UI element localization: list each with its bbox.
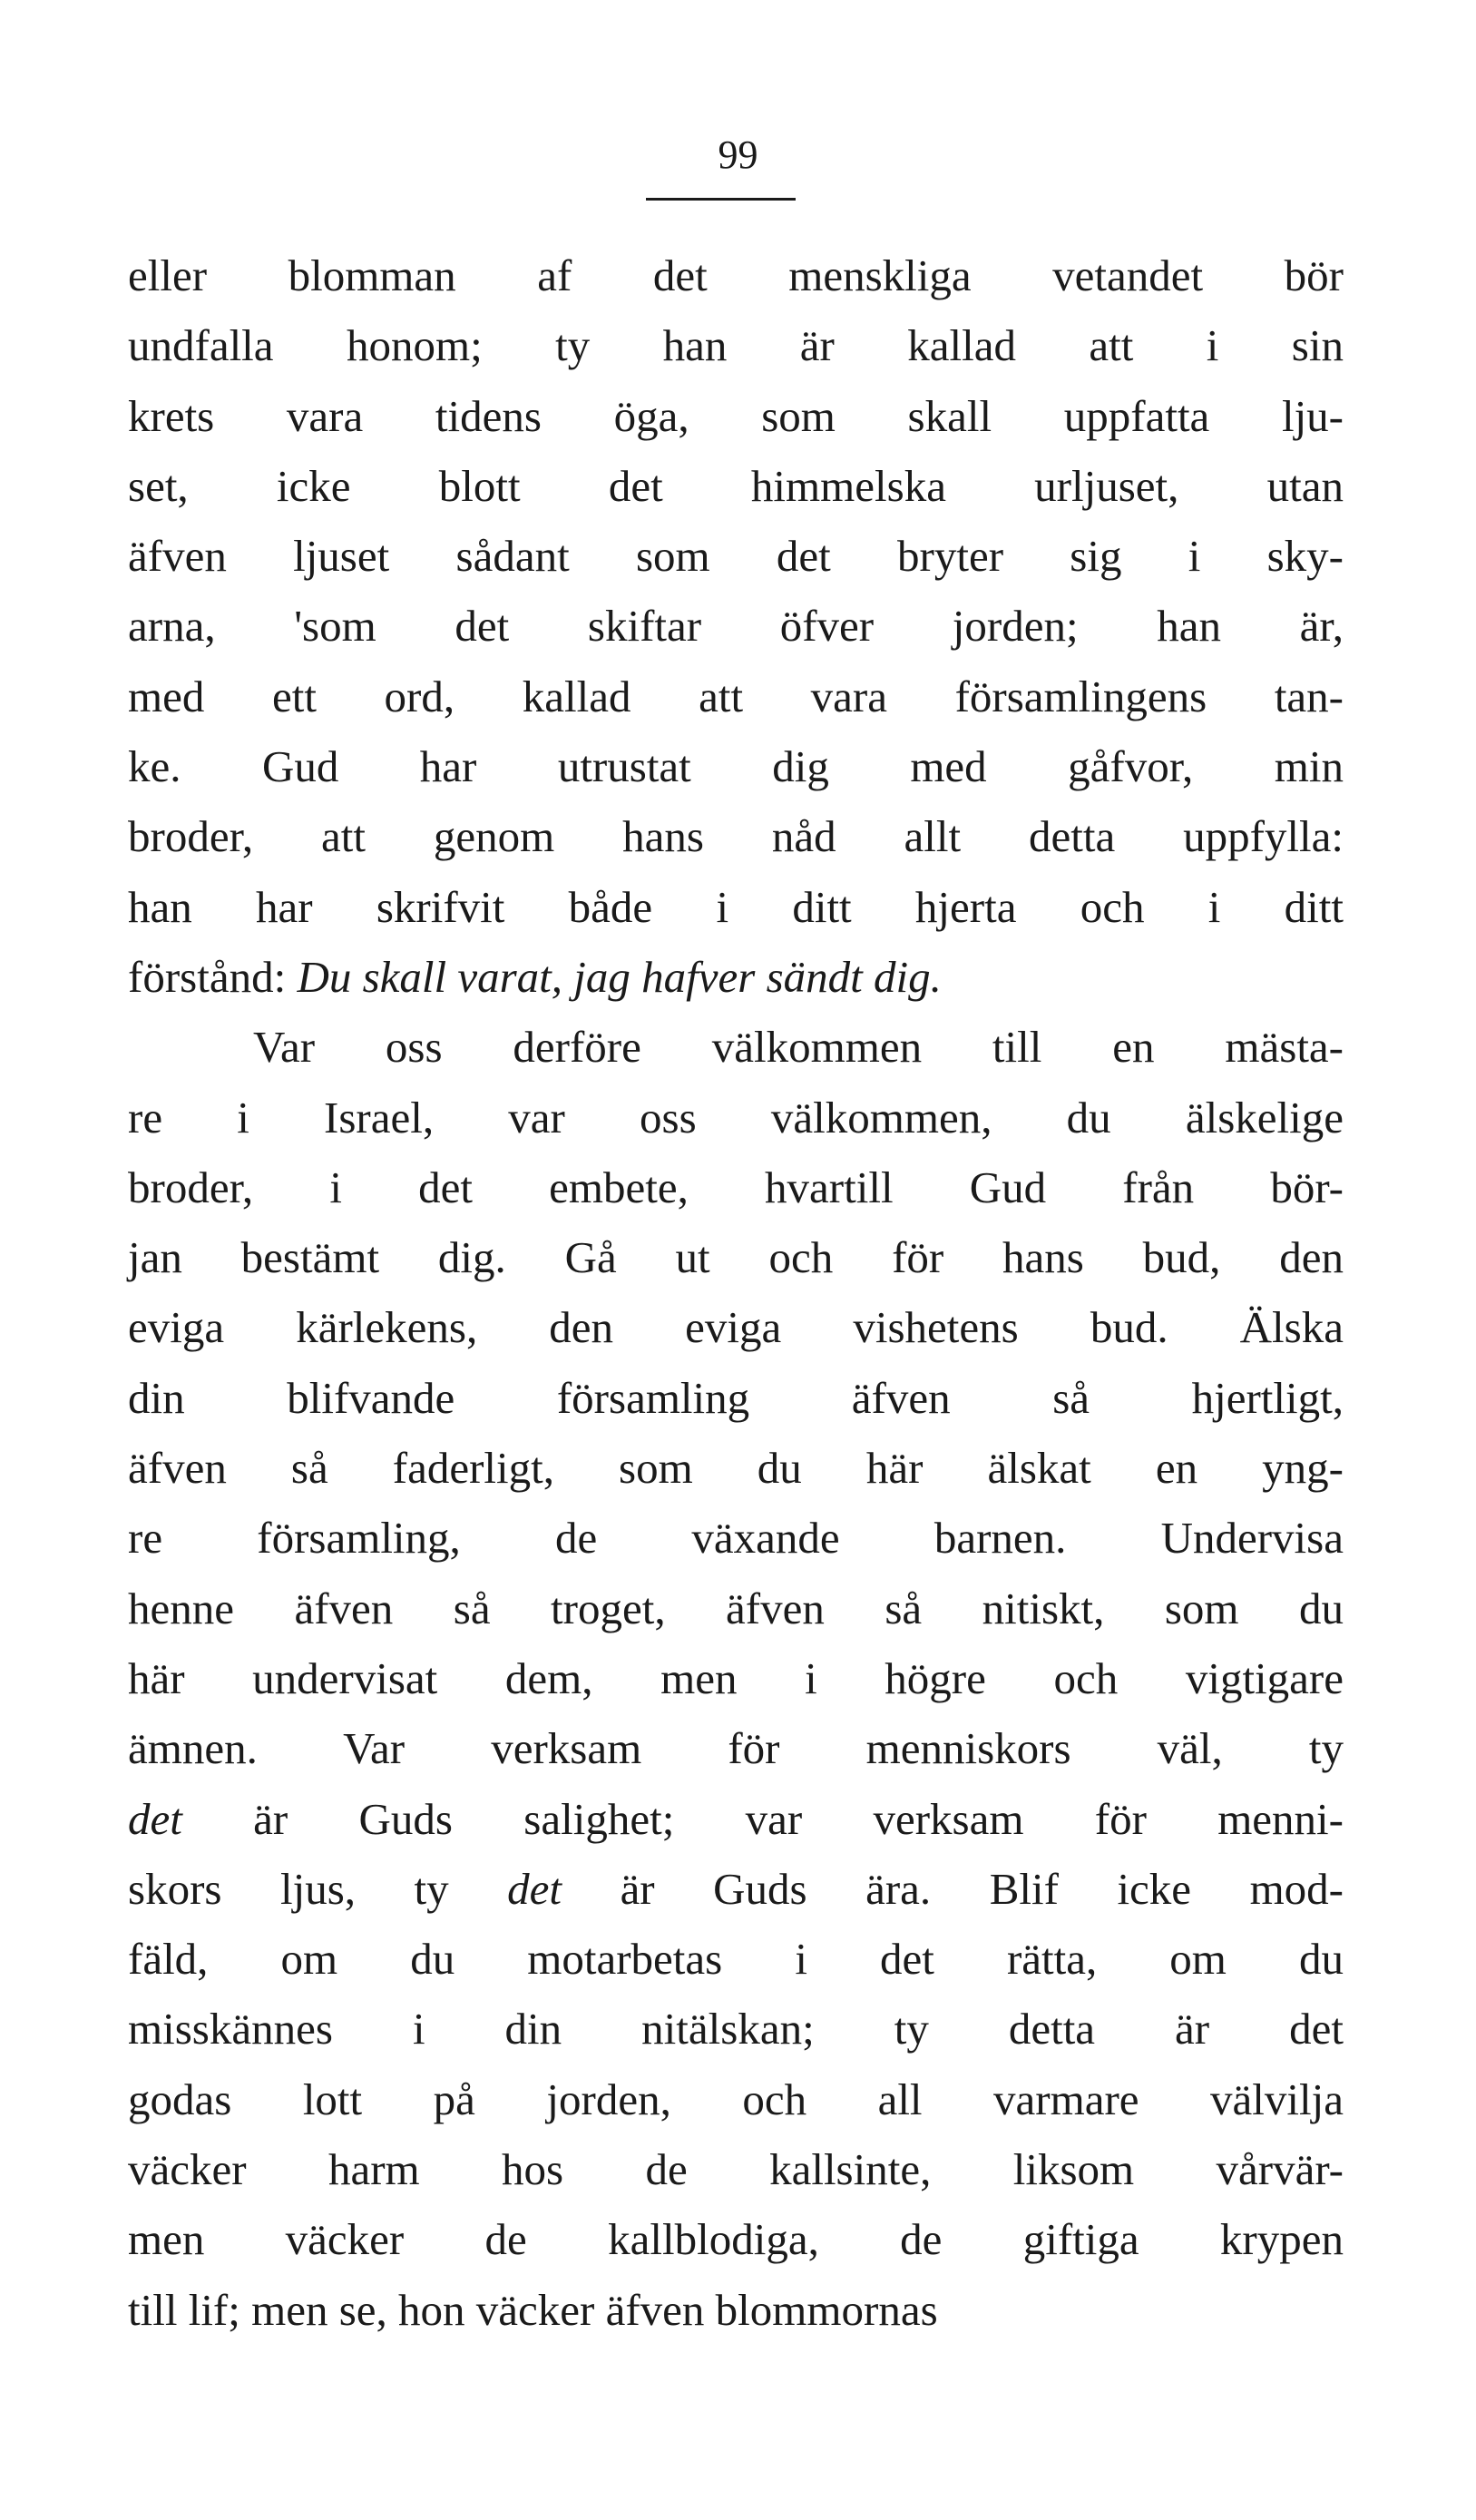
text-line — [128, 1784, 1344, 1854]
text-segment: till lif; men se, hon väcker äfven blommornas — [128, 2284, 938, 2335]
text-segment: broder, att genom hans nåd allt detta uppfylla: — [128, 811, 1344, 862]
text-segment: eller blomman af det menskliga vetandet bör — [128, 250, 1344, 300]
text-line — [128, 872, 1344, 942]
text-segment: din blifvande församling äfven så hjertligt, — [128, 1372, 1344, 1423]
text-line — [128, 942, 1344, 1012]
text-line — [128, 1643, 1344, 1713]
text-line — [128, 731, 1344, 801]
text-line — [128, 1994, 1344, 2064]
text-line — [128, 662, 1344, 731]
text-line — [128, 521, 1344, 591]
text-segment: jan bestämt dig. Gå ut och för hans bud, den — [128, 1232, 1344, 1283]
italic-text: det — [507, 1863, 562, 1914]
text-segment: äfven ljuset sådant som det bryter sig i sky- — [128, 531, 1344, 582]
text-line — [128, 1854, 1344, 1924]
text-line — [128, 1363, 1344, 1433]
text-segment: re församling, de växande barnen. Undervisa — [128, 1513, 1344, 1564]
text-line — [128, 451, 1344, 521]
text-segment: han har skrifvit både i ditt hjerta och i ditt — [128, 881, 1344, 932]
page-number: 99 — [718, 132, 758, 177]
body-text — [128, 240, 1344, 2345]
text-segment: eviga kärlekens, den eviga vishetens bud. Älska — [128, 1302, 1344, 1353]
text-line — [128, 1083, 1344, 1152]
text-line — [128, 1924, 1344, 1994]
text-segment: undfalla honom; ty han är kallad att i sin — [128, 320, 1344, 371]
text-segment: krets vara tidens öga, som skall uppfatta lju- — [128, 390, 1344, 441]
text-line — [128, 1713, 1344, 1783]
text-segment: fäld, om du motarbetas i det rätta, om du — [128, 1934, 1344, 1985]
text-line — [128, 1012, 1344, 1082]
text-segment: skors ljus, ty — [128, 1863, 508, 1914]
page-number-rule — [646, 198, 796, 201]
text-line — [128, 1292, 1344, 1362]
text-segment: Var oss derföre välkommen till en mästa- — [253, 1022, 1344, 1073]
italic-text: Du skall varat, jag hafver sändt dig. — [297, 951, 942, 1002]
text-line — [128, 240, 1344, 310]
text-line — [128, 1433, 1344, 1503]
text-segment: med ett ord, kallad att vara församlingens tan- — [128, 671, 1344, 721]
text-line — [128, 2204, 1344, 2274]
text-segment: henne äfven så troget, äfven så nitiskt, som du — [128, 1583, 1344, 1633]
text-line — [128, 1574, 1344, 1643]
text-line — [128, 2064, 1344, 2134]
text-segment: godas lott på jorden, och all varmare välvilja — [128, 2074, 1344, 2124]
text-segment: här undervisat dem, men i högre och vigtigare — [128, 1652, 1344, 1703]
text-segment: ämnen. Var verksam för menniskors väl, ty — [128, 1723, 1344, 1774]
text-line — [128, 1503, 1344, 1573]
text-segment: ke. Gud har utrustat dig med gåfvor, min — [128, 741, 1344, 792]
text-segment: är Guds ära. Blif icke mod- — [562, 1863, 1344, 1914]
text-segment: arna, 'som det skiftar öfver jorden; han är, — [128, 601, 1344, 652]
text-segment: re i Israel, var oss välkommen, du älskelige — [128, 1092, 1344, 1142]
text-segment: broder, i det embete, hvartill Gud från bör- — [128, 1162, 1344, 1212]
text-line — [128, 591, 1344, 661]
text-line — [128, 801, 1344, 871]
text-segment: väcker harm hos de kallsinte, liksom vårvär- — [128, 2144, 1344, 2195]
text-segment: men väcker de kallblodiga, de giftiga krypen — [128, 2214, 1344, 2265]
text-segment: förstånd: — [128, 951, 298, 1002]
text-segment: misskännes i din nitälskan; ty detta är det — [128, 2004, 1344, 2054]
text-line — [128, 310, 1344, 380]
text-line — [128, 1152, 1344, 1222]
italic-text: det — [128, 1793, 182, 1844]
text-line — [128, 2134, 1344, 2204]
text-segment: set, icke blott det himmelska urljuset, utan — [128, 460, 1344, 511]
text-line — [128, 2275, 1344, 2345]
text-line — [128, 381, 1344, 451]
text-segment: är Guds salighet; var verksam för menni- — [181, 1793, 1344, 1844]
text-line — [128, 1222, 1344, 1292]
text-segment: äfven så faderligt, som du här älskat en yng- — [128, 1443, 1344, 1494]
